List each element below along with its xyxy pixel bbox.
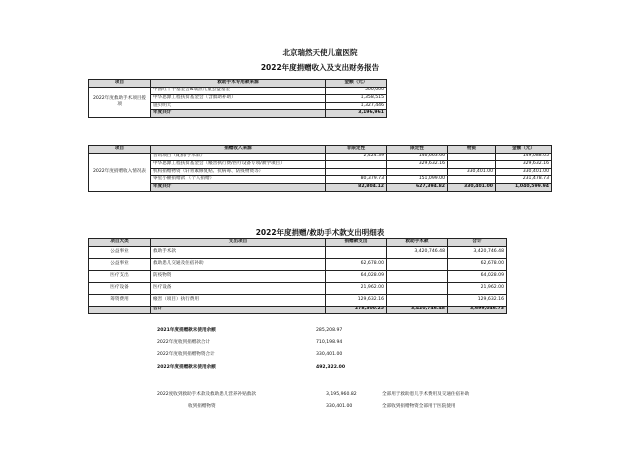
- item-cell: 医疗设备: [151, 282, 326, 294]
- total-goods: 330,401.00: [448, 183, 496, 191]
- source-cell: 机构捐赠物资（轩青素修复贴、抗病毒、防疫物资等）: [151, 168, 326, 176]
- goods-cell: [448, 153, 496, 161]
- header-cell: 项目大类: [89, 239, 151, 247]
- row-total-cell: 21,962.00: [448, 282, 507, 294]
- org-name: 北京瑞然天使儿童医院: [282, 48, 358, 57]
- surgery-cell: [387, 294, 448, 306]
- header-cell: 项目: [89, 146, 151, 154]
- category-cell: 公益事业: [89, 246, 151, 258]
- table-row: [89, 258, 507, 270]
- row-total-cell: 64,028.09: [448, 270, 507, 282]
- note-value: 330,401.00: [326, 404, 353, 409]
- amount-cell: 1,358,515: [326, 95, 387, 103]
- summary-label: 2022年度收到捐赠物资合计: [157, 352, 215, 357]
- unrestricted-cell: [326, 168, 387, 176]
- category-cell: 2022年度救助手术项目拨项: [89, 87, 151, 117]
- goods-cell: 330,401.00: [448, 168, 496, 176]
- source-cell: 中华思源工程扶贫基金会（含救助补助）: [151, 95, 326, 103]
- total-spacer: [89, 306, 151, 314]
- total-surgery: 3,420,746.48: [387, 306, 448, 314]
- header-cell: 金额（元）: [326, 80, 387, 88]
- header-cell: 项目: [89, 80, 151, 88]
- summary-label: 2022年度捐赠款未使用余额: [157, 365, 216, 370]
- summary-value: 492,322.00: [316, 365, 346, 370]
- note-remark: 全部收到捐赠物资全部用于医院使用: [382, 404, 456, 409]
- amount-cell: 330,401.00: [496, 168, 552, 176]
- category-cell: 公益事业: [89, 258, 151, 270]
- summary-value: 330,401.00: [316, 352, 343, 357]
- header-cell: 金额（元）: [496, 146, 552, 154]
- category-cell: 2022年度捐赠收入情况表: [89, 153, 151, 191]
- unrestricted-cell: [326, 161, 387, 169]
- table-row: [89, 168, 552, 176]
- table-row: [89, 282, 507, 294]
- unrestricted-cell: 80,379.73: [326, 176, 387, 184]
- header-cell: 救助手术专用款来源: [151, 80, 326, 88]
- table-row: [89, 161, 552, 169]
- summary-label: 2022年度收到捐赠款合计: [157, 340, 211, 345]
- goods-cell: [448, 176, 496, 184]
- unrestricted-cell: 2,424.39: [326, 153, 387, 161]
- note-label: 收到捐赠物资: [188, 404, 216, 409]
- item-cell: 瘢害（项目）执行费用: [151, 294, 326, 306]
- surgery-cell: [387, 258, 448, 270]
- category-cell: 医疗支出: [89, 270, 151, 282]
- source-cell: 善讯项目（配捐/手术款）: [151, 153, 326, 161]
- source-cell: 中华思源工程扶贫基金会（瘢害执行费/医疗设备专项/教学项目）: [151, 161, 326, 169]
- donation-cell: 129,632.16: [326, 294, 387, 306]
- total-donation: 278,300.25: [326, 306, 387, 314]
- surgery-cell: [387, 270, 448, 282]
- amount-cell: 1,327,446: [326, 102, 387, 110]
- total-label: 年度共计: [151, 183, 326, 191]
- goods-cell: [448, 161, 496, 169]
- table-header-row: [89, 80, 387, 88]
- total-amount: 3,196,961: [326, 110, 387, 118]
- table-header-row: [89, 146, 552, 154]
- amount-cell: 329,632.16: [496, 161, 552, 169]
- summary-label: 2021年度捐赠款未使用余额: [157, 328, 216, 333]
- item-cell: 救助手术款: [151, 246, 326, 258]
- header-cell: 限定性: [387, 146, 448, 154]
- category-cell: 筹资费用: [89, 294, 151, 306]
- table-row: [89, 270, 507, 282]
- surgery-cell: [387, 282, 448, 294]
- source-cell: 中国红十字基金会&瑞然儿童公益基金: [151, 87, 326, 95]
- table-row: [89, 294, 507, 306]
- summary-value: 710,198.94: [316, 340, 343, 345]
- donation-income-table: [88, 145, 552, 192]
- donation-cell: 21,962.00: [326, 282, 387, 294]
- amount-cell: 149,088.05: [496, 153, 552, 161]
- expense-table-title: 2022年度捐赠/救助手术款支出明细表: [255, 228, 385, 237]
- report-title: 2022年度捐赠收入及支出财务报告: [260, 63, 380, 72]
- row-total-cell: 3,420,746.48: [448, 246, 507, 258]
- donation-cell: 62,678.00: [326, 258, 387, 270]
- header-cell: 捐赠收入来源: [151, 146, 326, 154]
- table-row: [89, 246, 507, 258]
- category-cell: 医疗设备: [89, 282, 151, 294]
- donation-cell: 64,028.09: [326, 270, 387, 282]
- header-cell: 合计: [448, 239, 507, 247]
- total-amount: 1,040,599.94: [496, 183, 552, 191]
- table-row: [89, 153, 552, 161]
- header-cell: 救助手术款: [387, 239, 448, 247]
- header-cell: 非限定性: [326, 146, 387, 154]
- total-restricted: 627,394.82: [387, 183, 448, 191]
- restricted-cell: 146,663.66: [387, 153, 448, 161]
- total-row: [89, 183, 552, 191]
- row-total-cell: 62,678.00: [448, 258, 507, 270]
- header-cell: 物资: [448, 146, 496, 154]
- restricted-cell: [387, 168, 448, 176]
- restricted-cell: 151,099.00: [387, 176, 448, 184]
- header-cell: 支出项目: [151, 239, 326, 247]
- table-header-row: [89, 239, 507, 247]
- table-row: [89, 87, 387, 95]
- expense-table: [88, 238, 507, 314]
- summary-value: 285,208.97: [316, 328, 343, 333]
- amount-cell: 500,000: [326, 87, 387, 95]
- donation-cell: [326, 246, 387, 258]
- source-cell: 零星小额捐赠款 （个人捐赠）: [151, 176, 326, 184]
- source-cell: 施贝明天: [151, 102, 326, 110]
- note-label: 2022度收到救助手术款及救助患儿营养补贴救款: [157, 392, 256, 397]
- item-cell: 防疫物资: [151, 270, 326, 282]
- header-cell: 捐赠款支出: [326, 239, 387, 247]
- total-row: [89, 306, 507, 314]
- note-remark: 全部用于救助患儿手术费用及交通住宿补助: [382, 392, 470, 397]
- total-label: 合计: [151, 306, 326, 314]
- total-label: 年度共计: [151, 110, 326, 118]
- grand-total: 3,699,046.73: [448, 306, 507, 314]
- restricted-cell: 329,632.16: [387, 161, 448, 169]
- surgery-fund-table: [88, 79, 387, 118]
- item-cell: 救助患儿交通及住宿补助: [151, 258, 326, 270]
- note-value: 3,195,960.82: [326, 392, 357, 397]
- surgery-cell: 3,420,746.48: [387, 246, 448, 258]
- amount-cell: 231,478.73: [496, 176, 552, 184]
- row-total-cell: 129,632.16: [448, 294, 507, 306]
- total-unrestricted: 82,804.12: [326, 183, 387, 191]
- table-row: [89, 176, 552, 184]
